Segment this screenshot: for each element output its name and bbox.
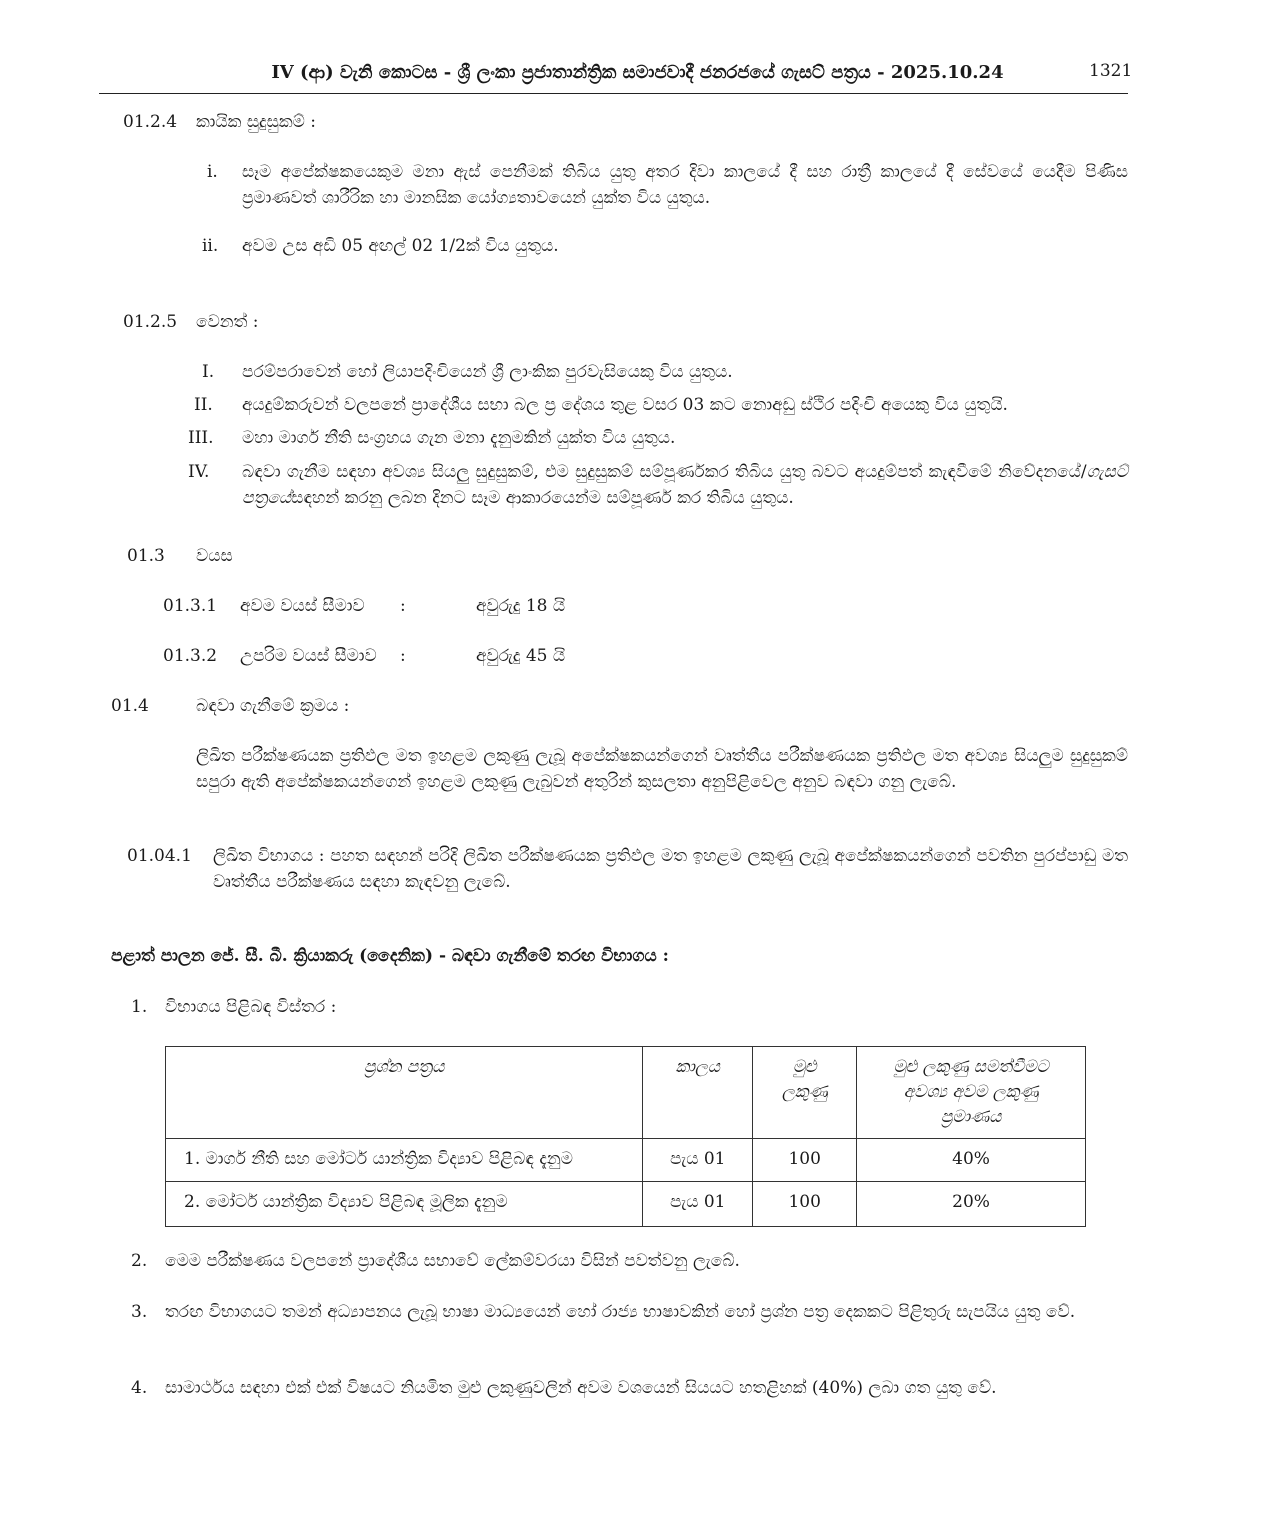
age-row-colon: : <box>400 596 406 616</box>
section-number-013: 01.3 <box>127 546 165 566</box>
table-header-cell: ප්‍රශ්න පත්‍රය <box>166 1047 643 1139</box>
list-marker: II. <box>194 395 213 415</box>
italic-text: ගැසට් පත්‍රයේ <box>242 462 1128 508</box>
list-item-text: මෙම පරීක්ෂණය වලපනේ ප්‍රාදේශීය සභාවේ ලේකම්වරයා විසින් පවත්වනු ලැබේ. <box>165 1251 740 1271</box>
list-item-text: තරඟ විභාගයට තමන් අධ්‍යාපනය ලැබූ භාෂා මාධ්‍යයෙන් හෝ රාජ්‍ය භාෂාවකින් හෝ ප්‍රශ්න පත්‍ර දෙකකට පිළිතුරු සැපයිය යුතු වේ. <box>165 1302 1076 1322</box>
section-heading-013: වයස <box>196 546 233 566</box>
age-row-value: අවුරුදු 45 යි <box>476 646 566 666</box>
table-row <box>166 1182 1086 1227</box>
section-number-0124: 01.2.4 <box>123 112 178 132</box>
table-cell: 20% <box>857 1182 1086 1227</box>
section-body-01041: ලිඛිත විභාගය : පහත සඳහන් පරිදි ලිඛිත පරීක්ෂණයක ප්‍රතිඵල මත ඉහළම ලකුණු ලැබූ අපේක්ෂකයන්ගෙන් පවතින පුරප්පාඩු මත වෘත්තීය පරීක්ෂණය සඳහා කැඳවනු ලැබේ. <box>213 846 1128 892</box>
age-row-value: අවුරුදු 18 යි <box>476 596 566 616</box>
age-row-label: උපරිම වයස් සීමාව <box>240 646 377 666</box>
table-cell: 1. මාර්ග නීති සහ මෝටර් යාන්ත්‍රික විද්‍යාව පිළිබඳ දැනුම <box>166 1139 643 1182</box>
exam-table <box>165 1046 1086 1227</box>
list-marker: I. <box>202 362 215 382</box>
table-row <box>166 1139 1086 1182</box>
list-marker: 4. <box>131 1378 148 1398</box>
table-cell: පැය 01 <box>643 1182 753 1227</box>
age-row-colon: : <box>400 646 406 666</box>
list-marker: ii. <box>202 236 219 256</box>
page-header-title: IV (ආ) වැනි කොටස - ශ්‍රී ලංකා ප්‍රජාතාන්ත්‍රික සමාජවාදී ජනරජයේ ගැසට් පත්‍රය - 2025.10.24 <box>271 62 1004 83</box>
section-number-014: 01.4 <box>111 696 149 716</box>
section-heading-0124: කායික සුදුසුකම් : <box>196 112 316 132</box>
list-item-text: විභාගය පිළිබඳ විස්තර : <box>165 997 337 1017</box>
list-item-text: අයදුම්කරුවන් වලපනේ ප්‍රාදේශීය සභා බල ප්‍ර දේශය තුළ වසර 03 කට නොඅඩු ස්ථිර පදිංචි අයෙකු විය යුතුයි. <box>242 395 1008 415</box>
exam-heading: පළාත් පාලන ජේ. සී. බී. ක්‍රියාකරු (දෛනික) - බඳවා ගැනීමේ තරඟ විභාගය : <box>111 946 669 966</box>
list-item-text: අවම උස අඩි 05 අඟල් 02 1/2ක් විය යුතුය. <box>242 236 559 256</box>
age-row-number: 01.3.2 <box>163 646 218 666</box>
table-header-cell: මුළු ලකුණු සමත්වීමට අවශ්‍ය අවම ලකුණු ප්‍රමාණය <box>857 1047 1086 1139</box>
list-item-text: බඳවා ගැනීම සඳහා අවශ්‍ය සියලු සුදුසුකම්, එම සුදුසුකම් සම්පූර්ණකර තිබිය යුතු බවට අයදුම්පත් කැඳවීමේ නිවේදනයේ/ගැසට් පත්‍රයේසඳහන් කරනු ලබන දිනට සෑම ආකාරයෙන්ම සම්පූර්ණ කර තිබිය යුතුය. <box>242 462 1128 508</box>
list-marker: i. <box>207 162 218 182</box>
table-cell: 100 <box>753 1182 857 1227</box>
table-header-row <box>166 1047 1086 1139</box>
list-marker: 2. <box>131 1251 148 1271</box>
table-cell: පැය 01 <box>643 1139 753 1182</box>
list-marker: IV. <box>188 462 210 482</box>
list-item-text: පරම්පරාවෙන් හෝ ලියාපදිංචියෙන් ශ්‍රී ලාංකික පුරවැසියෙකු විය යුතුය. <box>242 362 733 382</box>
list-marker: III. <box>188 428 214 448</box>
list-marker: 1. <box>131 997 148 1017</box>
section-heading-0125: වෙනත් : <box>196 312 259 332</box>
section-number-01041: 01.04.1 <box>127 846 192 866</box>
list-item-text: සාමාර්ථය සඳහා එක් එක් විෂයට නියමිත මුළු ලකුණුවලින් අවම වශයෙන් සියයට හතළිහක් (40%) ලබා ගත යුතු වේ. <box>165 1378 997 1398</box>
table-cell: 100 <box>753 1139 857 1182</box>
section-heading-014: බඳවා ගැනීමේ ක්‍රමය : <box>196 696 350 716</box>
table-cell: 40% <box>857 1139 1086 1182</box>
list-item-text: සෑම අපේක්ෂකයෙකුම මනා ඇස් පෙනීමක් තිබිය යුතු අතර දිවා කාලයේ දී සහ රාත්‍රී කාලයේ දී සේවයේ යෙදීම පිණිස ප්‍රමාණවත් ශාරීරික හා මානසික යෝග්‍යතාවයෙන් යුක්ත විය යුතුය. <box>242 162 1128 208</box>
age-row-label: අවම වයස් සීමාව <box>240 596 365 616</box>
list-marker: 3. <box>131 1302 148 1322</box>
table-header-cell: මුළු ලකුණු <box>753 1047 857 1139</box>
page-number: 1321 <box>1089 61 1133 81</box>
age-row-number: 01.3.1 <box>163 596 218 616</box>
list-item-text: මහා මාර්ග නීති සංග්‍රහය ගැන මනා දැනුමකින් යුක්ත විය යුතුය. <box>242 428 676 448</box>
header-rule <box>99 93 1128 94</box>
section-body-014: ලිඛිත පරීක්ෂණයක ප්‍රතිඵල මත ඉහළම ලකුණු ලැබූ අපේක්ෂකයන්ගෙන් වෘත්තීය පරීක්ෂණයක ප්‍රතිඵල මත අවශ්‍ය සියලුම සුදුසුකම් සපුරා ඇති අපේක්ෂකයන්ගෙන් ඉහළම ලකුණු ලැබුවන් අතුරින් කුසලතා අනුපිළිවෙල අනුව බඳවා ගනු ලැබේ. <box>196 746 1128 792</box>
table-header-cell: කාලය <box>643 1047 753 1139</box>
section-number-0125: 01.2.5 <box>123 312 178 332</box>
table-cell: 2. මෝටර් යාන්ත්‍රික විද්‍යාව පිළිබඳ මූලික දැනුම <box>166 1182 643 1227</box>
